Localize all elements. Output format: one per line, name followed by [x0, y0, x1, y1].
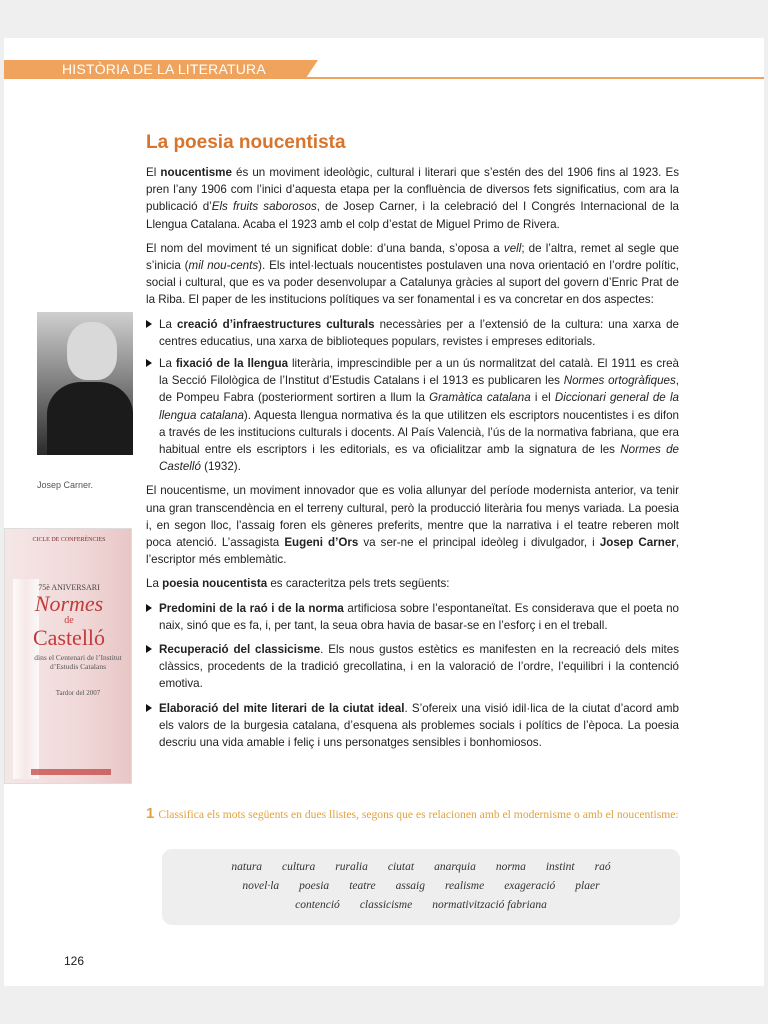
poster-top: CICLE DE CONFERÈNCIES — [32, 537, 106, 543]
word-row-2 — [162, 880, 680, 892]
exercise-word: realisme — [445, 880, 485, 892]
article-body — [146, 164, 679, 756]
exercise-text: Classifica els mots següents en dues llistes, segons que es relacionen amb el modernisme o amb el noucentisme: — [158, 808, 679, 821]
bullet-icon — [146, 604, 152, 612]
exercise-prompt — [146, 805, 686, 823]
poster-date: Tardor del 2007 — [55, 689, 101, 697]
photo-caption: Josep Carner. — [37, 480, 94, 490]
page-title: La poesia noucentista — [146, 132, 346, 153]
poster-line1: Normes — [34, 591, 104, 616]
poster-line2: de — [64, 615, 74, 626]
exercise-word: ciutat — [387, 861, 415, 873]
paragraph-3: El noucentisme, un moviment innovador que es volia allunyar del període modernista anterior, va tenir una gran transcendència en el terreny cultural, però la producció literària fou menys variada. La poesia i, en segon lloc, l’assaig foren els gèneres preferits, mentre que la narrativa i el teatre reberen molt poca atenció. L’assagista Eugeni d’Ors va ser-ne el principal ideòleg i divulgador, i Josep Carner, l’escriptor més emblemàtic. — [146, 484, 680, 567]
bottom-band — [0, 986, 768, 1024]
word-row-3 — [162, 899, 680, 911]
exercise-number: 1 — [146, 805, 155, 822]
exercise-word: novel·la — [242, 880, 280, 892]
page-number: 126 — [64, 954, 85, 968]
poster-logos — [31, 769, 111, 775]
exercise-word: plaer — [575, 880, 600, 892]
bullet-infraestructures: La creació d’infraestructures culturals necessàries per a l’extensió de la cultura: una xarxa de centres educatius, una xarxa de biblioteques populars, revistes i empreses editorials. — [146, 316, 679, 350]
section-title: HISTÒRIA DE LA LITERATURA — [62, 61, 266, 77]
bullet-icon — [146, 645, 152, 653]
bullet-rao-norma: Predomini de la raó i de la norma artificiosa sobre l’espontaneïtat. Es considerava que el poeta no naix, sinó que es fa, i, per tant, la seua obra havia de basar-se en l’esforç i en el treball. — [146, 600, 679, 634]
exercise-word: cultura — [282, 861, 316, 873]
paragraph-2: El nom del moviment té un significat doble: d’una banda, s’oposa a vell; de l’altra, remet al segle que s’inicia (mil nou-cents). Els intel·lectuals noucentistes postulaven una nova orientació en l’ordre polític, social i cultural, que es va poder desenvolupar a Catalunya gràcies al suport del govern d’Enric Prat de la Riba. El paper de les institucions polítiques va ser fonamental i es va concretar en dos aspectes: — [146, 241, 680, 307]
exercise-word: poesia — [299, 880, 330, 892]
paragraph-4: La poesia noucentista es caracteritza pels trets següents: — [146, 577, 450, 591]
exercise-word: norma — [495, 861, 526, 873]
word-box — [162, 849, 680, 925]
exercise-word: anarquia — [434, 861, 476, 873]
bullet-icon — [146, 359, 152, 367]
josep-carner-photo — [37, 312, 133, 455]
word-row-1 — [162, 861, 680, 873]
bullet-icon — [146, 704, 152, 712]
poster-anniversary: 75è ANIVERSARI — [38, 583, 100, 592]
exercise-word: ruralia — [335, 861, 368, 873]
bullet-ciutat-ideal: Elaboració del mite literari de la ciutat ideal. S’ofereix una visió idil·lica de la ciutat d’acord amb els valors de la burgesia catalana, d’esquena als problemes socials i polítics de l’època. La poesia descriu una vida amable i feliç i uns personatges sensibles i bonhomiosos. — [146, 700, 679, 752]
bullet-icon — [146, 320, 152, 328]
section-header — [4, 60, 764, 78]
exercise-word: raó — [594, 861, 611, 873]
poster-line3: Castelló — [32, 625, 106, 650]
exercise-word: teatre — [349, 880, 376, 892]
paragraph-1: El noucentisme és un moviment ideològic, cultural i literari que s’estén des del 1906 fins al 1923. Es pren l’any 1906 com l’inici d’aquesta etapa per la confluència de diversos fets significatius, com ara la publicació d’Els fruits saborosos, de Josep Carner, i la celebració del I Congrés Internacional de la Llengua Catalana. Acaba el 1923 amb el colp d’estat de Miguel Primo de Rivera. — [146, 166, 679, 231]
exercise-word: natura — [231, 861, 263, 873]
exercise-word: instint — [545, 861, 575, 873]
exercise-word: normativització fabriana — [432, 899, 547, 911]
bullet-llengua: La fixació de la llengua literària, imprescindible per a un ús normalitzat del català. El 1911 es creà la Secció Filològica de l’Institut d’Estudis Catalans i el 1913 es publicaren les Normes ortogràfiques, de Pompeu Fabra (posteriorment sortiren a llum la Gramàtica catalana i el Diccionari general de la llengua catalana). Aquesta llengua normativa és la que utilitzen els escriptors noucentistes i es difon a través de les institucions culturals i docents. Al País Valencià, l’ús de la normativa fabriana, que era habitual entre els escriptors i les editorials, es va oficialitzar amb la signatura de les Normes de Castelló (1932). — [146, 355, 679, 475]
bullet-classicisme: Recuperació del classicisme. Els nous gustos estètics es manifesten en la recreació dels mites clàssics, procedents de la tradició grecollatina, i en la valoració de l’ordre, l’equilibri i la contenció emotiva. — [146, 641, 679, 693]
document-page — [4, 38, 764, 986]
normes-castello-poster — [4, 528, 132, 784]
poster-subtitle: dins el Centenari de l’Institut d’Estudis Catalans — [34, 653, 122, 671]
exercise-word: exageració — [504, 880, 556, 892]
exercise-word: contenció — [295, 899, 340, 911]
exercise-word: classicisme — [359, 899, 413, 911]
exercise-word: assaig — [395, 880, 425, 892]
